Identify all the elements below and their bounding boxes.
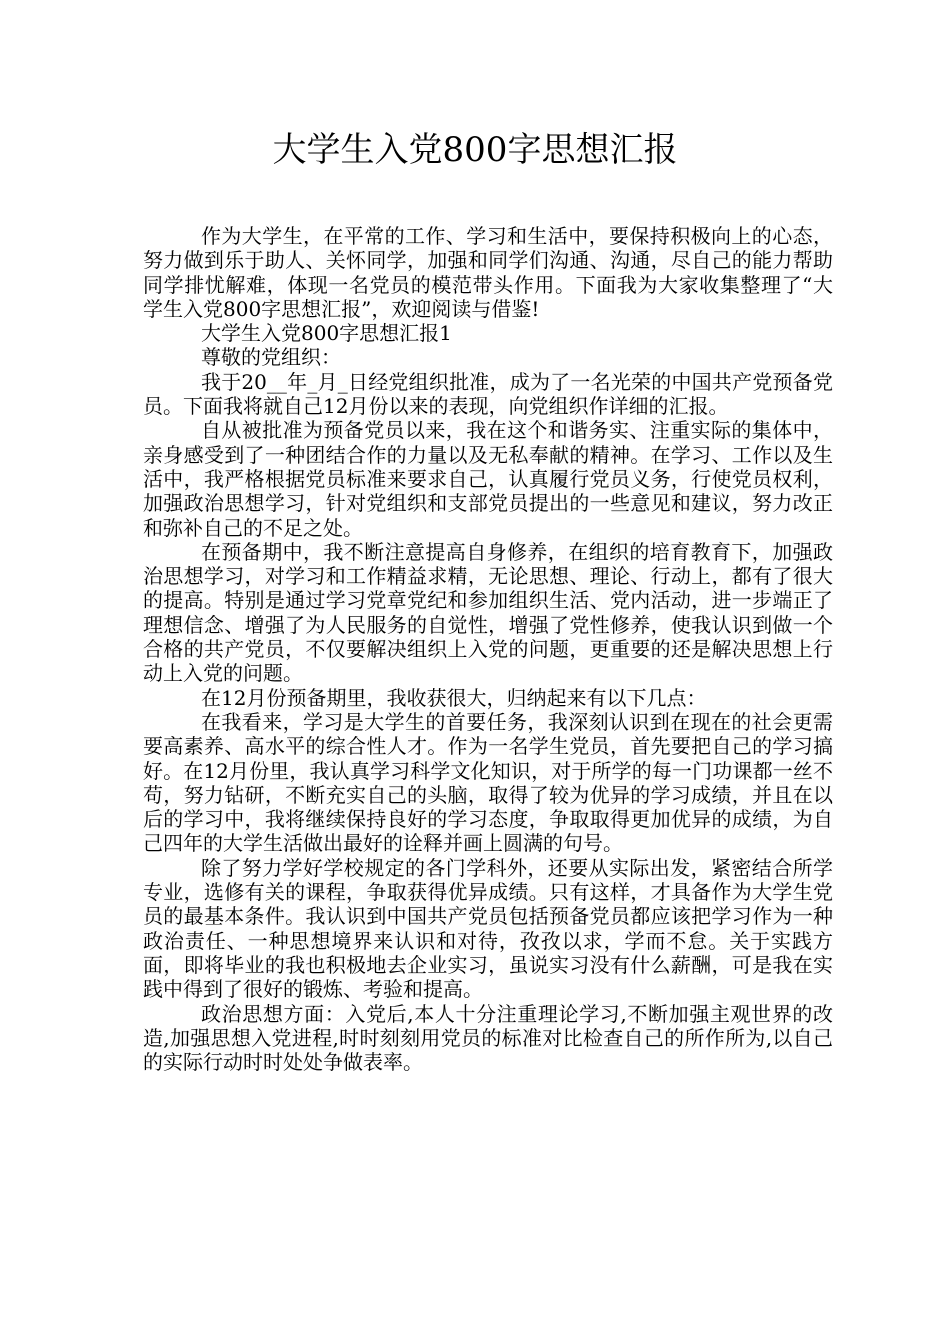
paragraph-collective: 自从被批准为预备党员以来，我在这个和谐务实、注重实际的集体中，亲身感受到了一种团结合作的力量以及无私奉献的精神。在学习、工作以及生活中，我严格根据党员标准来要求自己，认真履行党员义务，行使党员权利，加强政治思想学习，针对党组织和支部党员提出的一些意见和建议，努力改正和弥补自己的不足之处。: [143, 418, 833, 540]
paragraph-probation: 在预备期中，我不断注意提高自身修养，在组织的培育教育下，加强政治思想学习，对学习和工作精益求精，无论思想、理论、行动上，都有了很大的提高。特别是通过学习党章党纪和参加组织生活、党内活动，进一步端正了理想信念、增强了为人民服务的自觉性，增强了党性修养，使我认识到做一个合格的共产党员，不仅要解决组织上入党的问题，更重要的还是解决思想上行动上入党的问题。: [143, 539, 833, 686]
paragraph-summary-intro: 在12月份预备期里，我收获很大，归纳起来有以下几点：: [201, 685, 707, 710]
paragraph-intro: 作为大学生，在平常的工作、学习和生活中，要保持积极向上的心态，努力做到乐于助人、关怀同学，加强和同学们沟通、沟通，尽自己的能力帮助同学排忧解难，体现一名党员的模范带头作用。下面我为大家收集整理了“大学生入党800字思想汇报”，欢迎阅读与借鉴!: [143, 224, 833, 321]
paragraph-study: 在我看来，学习是大学生的首要任务，我深刻认识到在现在的社会更需要高素养、高水平的综合性人才。作为一名学生党员，首先要把自己的学习搞好。在12月份里，我认真学习科学文化知识，对于所学的每一门功课都一丝不苟，努力钻研，不断充实自己的头脑，取得了较为优异的学习成绩，并且在以后的学习中，我将继续保持良好的学习态度，争取取得更加优异的成绩，为自己四年的大学生活做出最好的诠释并画上圆满的句号。: [143, 709, 833, 856]
paragraph-practice: 除了努力学好学校规定的各门学科外，还要从实际出发，紧密结合所学专业，选修有关的课程，争取获得优异成绩。只有这样，才具备作为大学生党员的最基本条件。我认识到中国共产党员包括预备党员都应该把学习作为一种政治责任、一种思想境界来认识和对待，孜孜以求，学而不怠。关于实践方面，即将毕业的我也积极地去企业实习，虽说实习没有什么薪酬，可是我在实践中得到了很好的锻炼、考验和提高。: [143, 855, 833, 1002]
paragraph-salutation: 尊敬的党组织：: [201, 345, 341, 370]
document-body: [143, 224, 833, 1074]
paragraph-approval: 我于20__年_月_日经党组织批准，成为了一名光荣的中国共产党预备党员。下面我将就自己12月份以来的表现，向党组织作详细的汇报。: [143, 369, 833, 419]
paragraph-political: 政治思想方面：入党后,本人十分注重理论学习,不断加强主观世界的改造,加强思想入党进程,时时刻刻用党员的标准对比检查自己的所作所为,以自己的实际行动时时处处争做表率。: [143, 1001, 833, 1075]
document-title: 大学生入党800字思想汇报: [272, 130, 678, 170]
paragraph-subtitle: 大学生入党800字思想汇报1: [201, 321, 452, 346]
